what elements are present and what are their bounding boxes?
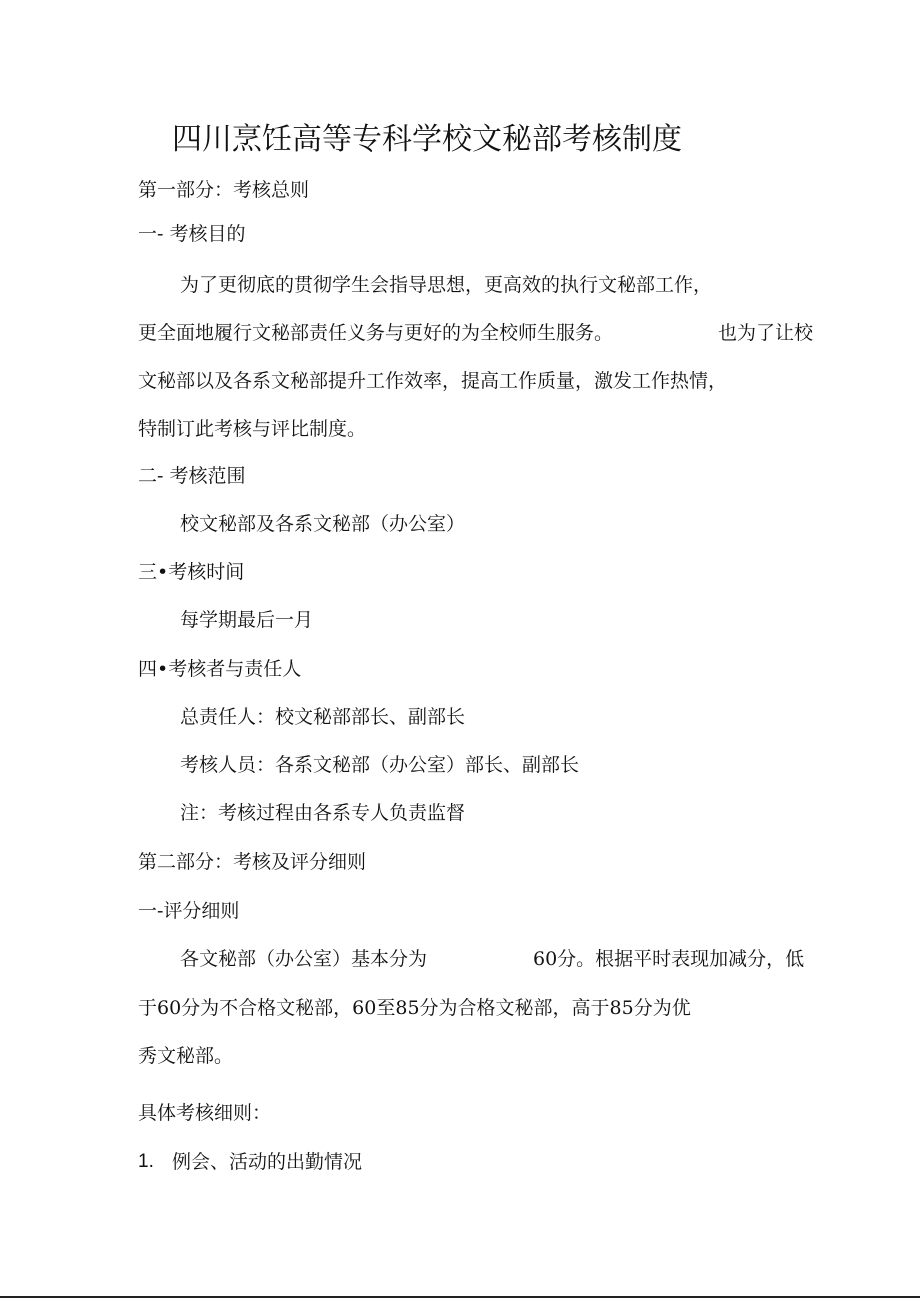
part1-sec2-heading: 二- 考核范围 — [138, 465, 246, 487]
purpose-line-4: 特制订此考核与评比制度。 — [138, 418, 367, 440]
responsible-line-2: 考核人员：各系文秘部（办公室）部长、副部长 — [180, 754, 580, 776]
scoring-line-2: 于60分为不合格文秘部，60至85分为合格文秘部，高于85分为优 — [138, 997, 691, 1019]
part1-sec4-heading: 四•考核者与责任人 — [138, 658, 302, 680]
document-title: 四川烹饪高等专科学校文秘部考核制度 — [172, 122, 682, 157]
part1-sec1-heading: 一- 考核目的 — [138, 223, 246, 245]
time-body: 每学期最后一月 — [180, 609, 314, 631]
part2-sec1-heading: 一-评分细则 — [138, 900, 240, 922]
part2-heading: 第二部分：考核及评分细则 — [138, 851, 367, 873]
scope-body: 校文秘部及各系文秘部（办公室） — [180, 513, 466, 535]
purpose-line-1: 为了更彻底的贯彻学生会指导思想，更高效的执行文秘部工作， — [180, 274, 713, 296]
scoring-line-1b: 60分。根据平时表现加减分，低 — [533, 948, 805, 970]
part1-heading: 第一部分：考核总则 — [138, 179, 310, 201]
scoring-line-3: 秀文秘部。 — [138, 1045, 234, 1067]
responsible-line-1: 总责任人：校文秘部部长、副部长 — [180, 706, 466, 728]
part1-sec3-heading: 三•考核时间 — [138, 561, 245, 583]
item-1-number: 1. — [138, 1151, 154, 1172]
purpose-line-3: 文秘部以及各系文秘部提升工作效率，提高工作质量，激发工作热情， — [138, 370, 728, 392]
purpose-line-2a: 更全面地履行文秘部责任义务与更好的为全校师生服务。 — [138, 322, 614, 344]
item-1-text: 例会、活动的出勤情况 — [172, 1151, 363, 1173]
purpose-line-2b: 也为了让校 — [718, 322, 814, 344]
page-bottom-rule — [0, 1296, 920, 1298]
responsible-note: 注：考核过程由各系专人负责监督 — [180, 802, 466, 824]
details-heading: 具体考核细则： — [138, 1102, 272, 1124]
scoring-line-1a: 各文秘部（办公室）基本分为 — [180, 948, 428, 970]
